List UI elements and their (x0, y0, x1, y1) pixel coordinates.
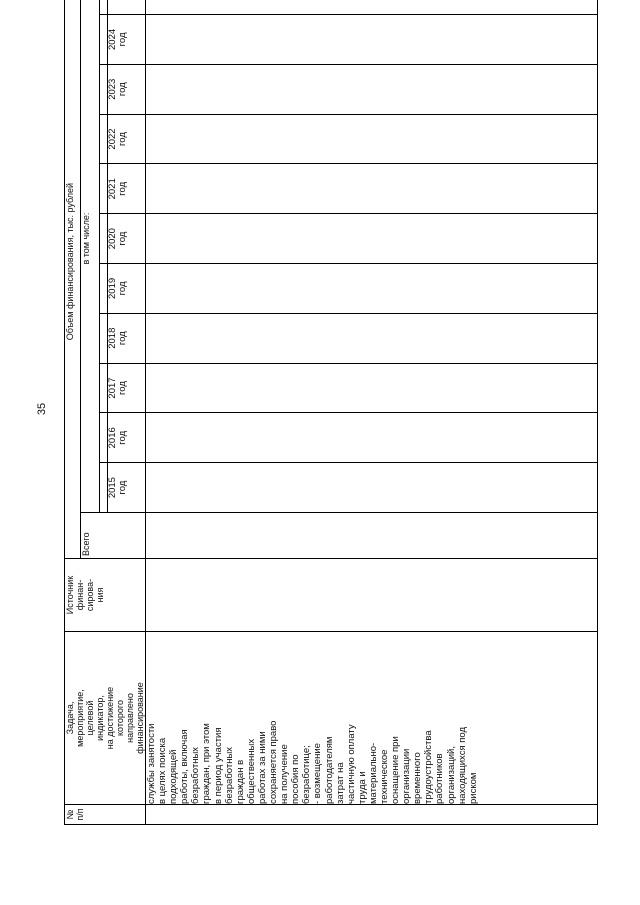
year-number: 2018 (107, 327, 118, 349)
header-total: Всего (81, 513, 146, 559)
table-row (146, 0, 598, 825)
header-task-line: направлено (125, 693, 135, 743)
year-header-2025 (108, 0, 146, 15)
year-header-2019 (108, 264, 146, 314)
description-line: граждан, при этом (201, 723, 213, 804)
year-header-2018 (108, 313, 146, 363)
description-line: организаций, (445, 746, 457, 804)
rotated-table-container (64, 15, 598, 825)
row-year-cell (146, 214, 598, 264)
header-task-line: мероприятие, (75, 689, 85, 747)
description-line: на получение (279, 744, 291, 804)
description-line: оснащение при (390, 736, 402, 804)
description-line: риском (467, 772, 479, 804)
year-unit: год (117, 132, 128, 146)
year-number: 2017 (107, 377, 118, 399)
year-number: 2022 (107, 128, 118, 150)
header-source (65, 559, 146, 632)
header-task-line: которого (115, 700, 125, 736)
description-line: труда и (356, 771, 368, 804)
header-task-line: Задача, (65, 701, 75, 735)
header-task-line: индикатор, (95, 695, 105, 741)
year-header-2020 (108, 214, 146, 264)
description-line: безработице; (301, 745, 313, 804)
page-number-text: 35 (36, 402, 48, 416)
row-year-cell (146, 64, 598, 114)
header-task (65, 632, 146, 805)
year-unit: год (117, 381, 128, 395)
description-line: - возмещение (312, 743, 324, 804)
row-num-cell (146, 805, 598, 825)
description-line: техническое (378, 749, 390, 804)
row-year-cell (146, 114, 598, 164)
description-line: временного (412, 752, 424, 804)
header-num-line: № (65, 809, 75, 820)
row-source-cell (146, 559, 598, 632)
year-unit: год (117, 82, 128, 97)
row-year-cell (146, 463, 598, 513)
year-number: 2024 (107, 28, 118, 50)
description-line: подходящей (168, 749, 180, 804)
description-line: затрат на (334, 762, 346, 804)
row-year-cell (146, 313, 598, 363)
header-source-line: финан- (75, 579, 85, 611)
description-line: материально- (367, 742, 379, 804)
description-line: службы занятости (146, 723, 157, 804)
description-line: работы, включая (179, 729, 191, 804)
description-line: трудоустройства (423, 730, 435, 804)
description-line: сохраняется право (268, 720, 280, 804)
year-header-2016 (108, 413, 146, 463)
description-line: частичную оплату (345, 724, 357, 804)
header-funding: Объем финансирования, тыс. рублей (65, 0, 81, 559)
row-year-cell (146, 0, 598, 15)
header-source-line: ния (95, 587, 105, 603)
year-header-2015 (108, 463, 146, 513)
header-source-line: Источник (65, 575, 75, 615)
row-description-cell (146, 632, 598, 805)
year-unit: год (117, 231, 128, 246)
year-header-2022 (108, 114, 146, 164)
year-number (108, 0, 118, 14)
year-unit: год (117, 181, 128, 196)
header-num-line: п/п (75, 808, 85, 821)
year-top-cell (100, 0, 108, 15)
row-year-cell (146, 264, 598, 314)
description-line: граждан в (234, 759, 246, 804)
year-unit: год (117, 480, 128, 495)
year-unit: год (117, 32, 128, 47)
year-header-2017 (108, 363, 146, 413)
header-task-line: финансирование (135, 682, 145, 754)
header-task-line: на достижение (105, 686, 115, 750)
header-including: в том числе: (81, 0, 100, 513)
year-number: 2023 (107, 78, 118, 100)
row-total-cell (146, 513, 598, 559)
description-line: находящихся под (456, 727, 468, 804)
year-number: 2015 (107, 477, 118, 499)
year-header-2023 (108, 64, 146, 114)
row-year-cell (146, 413, 598, 463)
year-number: 2016 (107, 427, 118, 449)
description-line: безработных (190, 746, 202, 804)
year-number: 2021 (107, 178, 118, 200)
year-unit: год (117, 281, 128, 296)
description-line: работах за ними (256, 731, 268, 804)
description-line: безработных (223, 746, 235, 804)
year-number: 2019 (107, 277, 118, 299)
year-unit: год (117, 430, 128, 445)
year-unit: год (117, 331, 128, 346)
year-unit (118, 0, 128, 14)
description-line: в период участия (212, 727, 224, 804)
year-header-2024 (108, 15, 146, 65)
description-line: в целях поиска (157, 737, 169, 804)
description-line: общественных (245, 738, 257, 804)
description-line: работников (434, 753, 446, 804)
year-header-2021 (108, 164, 146, 214)
row-year-cell (146, 15, 598, 65)
description-line: организации (401, 748, 413, 804)
financing-table (64, 0, 598, 825)
description-line: пособия по (290, 754, 302, 804)
year-number: 2020 (107, 228, 118, 250)
row-year-cell (146, 363, 598, 413)
header-task-line: целевой (85, 700, 95, 736)
header-num (65, 805, 146, 825)
description-line: работодателям (323, 736, 335, 804)
row-year-cell (146, 164, 598, 214)
header-source-line: сирова- (85, 578, 95, 612)
